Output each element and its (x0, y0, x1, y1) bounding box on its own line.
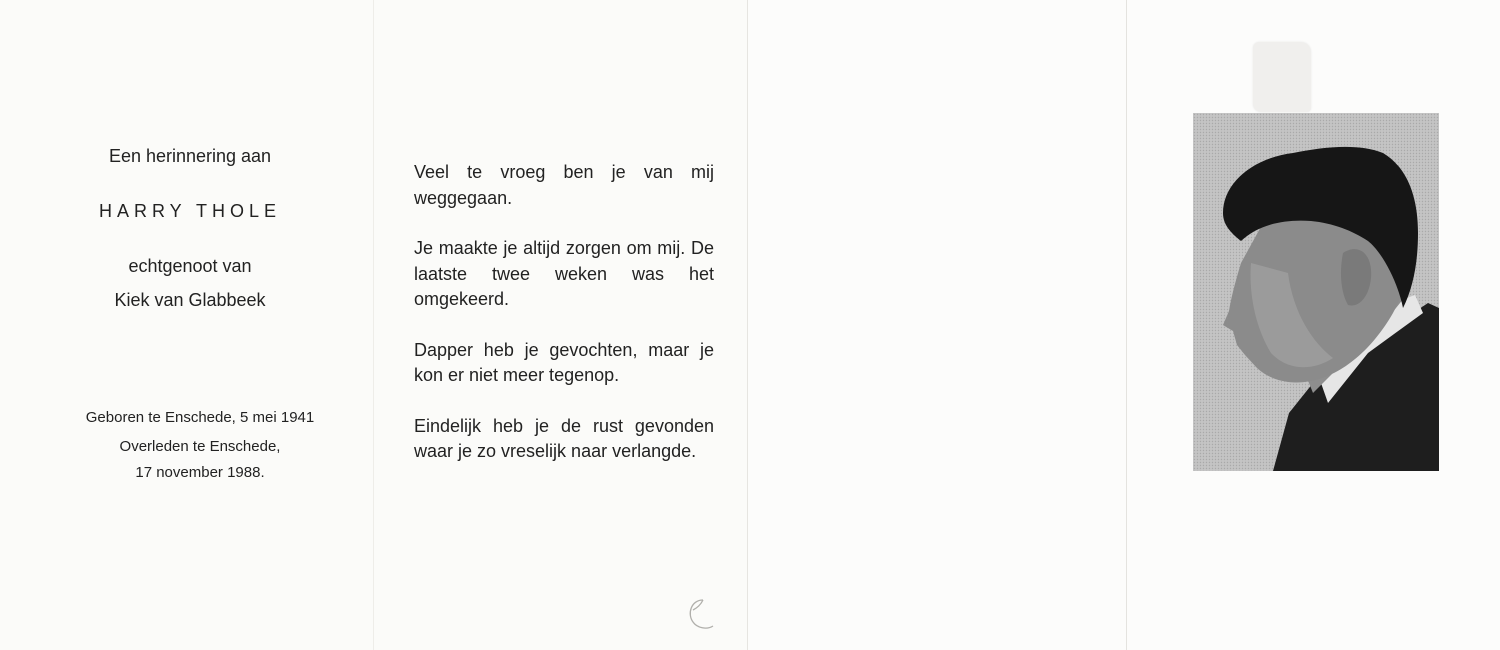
death-date: 17 november 1988. (135, 464, 265, 481)
pencil-mark (683, 596, 717, 632)
pencil-stroke (690, 600, 713, 628)
tape-residue (1253, 42, 1311, 112)
fold-line (747, 0, 748, 650)
poem-stanza: Veel te vroeg ben je van mij weggegaan. (414, 162, 714, 208)
portrait-photo (1193, 113, 1439, 471)
portrait-image (1193, 113, 1439, 471)
spouse-name: Kiek van Glabbeek (114, 290, 266, 310)
birth-info: Geboren te Enschede, 5 mei 1941 (85, 409, 315, 426)
intro-text: Een herinnering aan (108, 146, 272, 166)
poem-stanza: Dapper heb je gevochten, maar je kon er niet meer tegenop. (414, 339, 714, 385)
poem-stanza: Eindelijk heb je de rust gevonden waar je zo vreselijk naar verlangde. (414, 415, 714, 461)
death-info: Overleden te Enschede, (119, 438, 281, 455)
deceased-name: HARRY THOLE (98, 201, 282, 221)
fold-line (1126, 0, 1127, 650)
poem (414, 160, 714, 490)
poem-stanza: Je maakte je altijd zorgen om mij. De laatste twee weken was het omgekeerd. (414, 238, 714, 309)
memorial-text-panel (0, 0, 380, 650)
spouse-label: echtgenoot van (128, 256, 252, 276)
